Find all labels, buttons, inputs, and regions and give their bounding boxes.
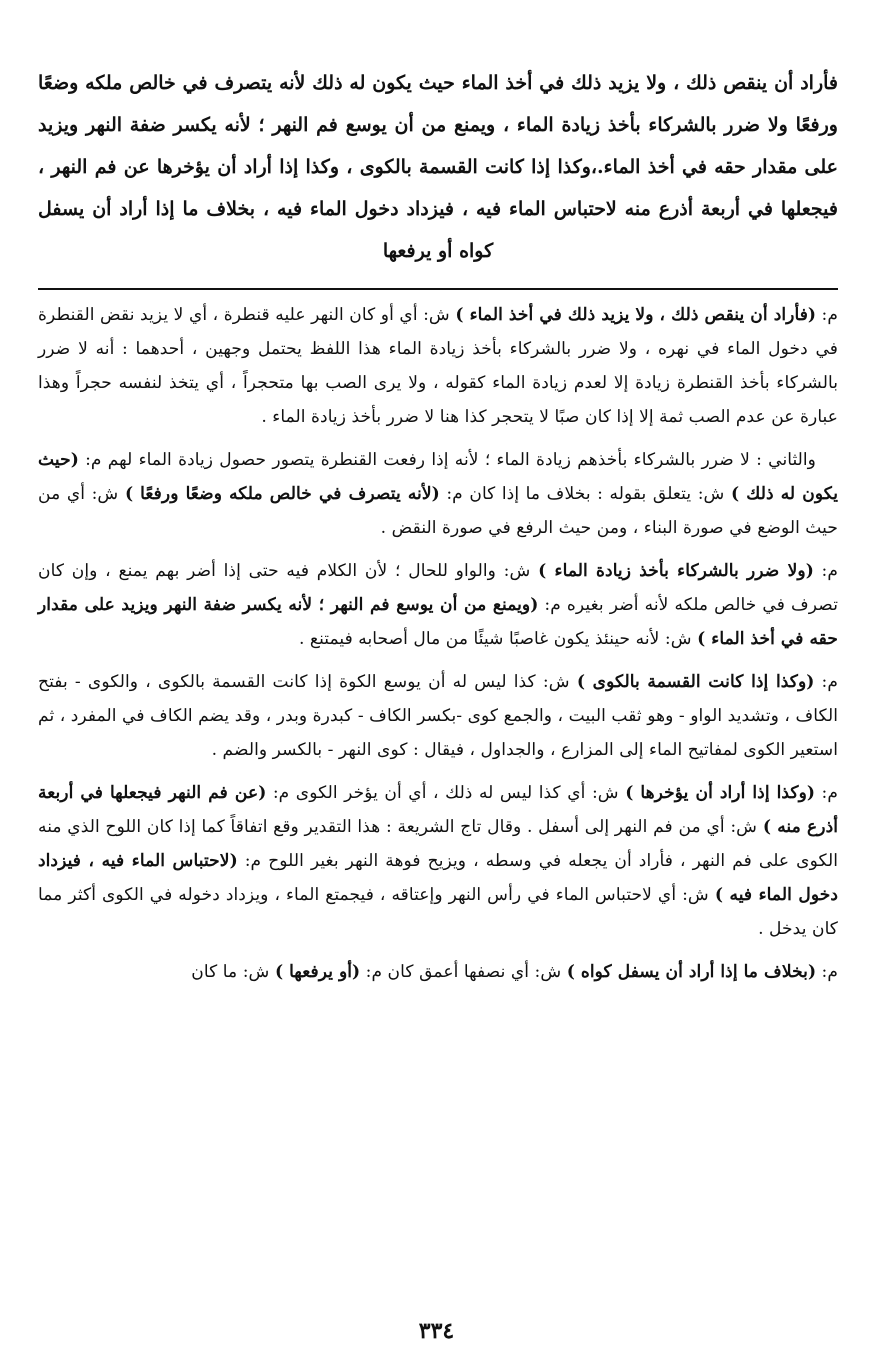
quoted-matn: (وكذا إذا كانت القسمة بالكوى )	[576, 672, 815, 692]
page-number: ٣٣٤	[418, 1318, 455, 1344]
quoted-matn: (عن فم النهر فيجعلها في أربعة أذرع منه )	[38, 783, 839, 837]
commentary-text: ش: أي من حيث الوضع في صورة البناء ، ومن حيث الرفع في صورة النقض .	[38, 484, 838, 538]
book-page	[38, 62, 838, 998]
commentary-paragraph-4	[38, 665, 838, 767]
quoted-matn: (لاحتباس الماء فيه ، فيزداد دخول الماء فيه )	[38, 851, 838, 905]
commentary-text: ش: أي من فم النهر إلى أسفل . وقال تاج الشريعة : هذا التقدير وقع اتفاقاً كما إذا كان اللوح الذي منه الكوى على فم النهر ، فأراد أن يجعله في وسطه ، ويزيح فوهة النهر بغير اللوح م:	[38, 817, 838, 871]
matn-paragraph: فأراد أن ينقص ذلك ، ولا يزيد ذلك في أخذ الماء حيث يكون له ذلك لأنه يتصرف في خالص ملكه وضعًا ورفعًا ولا ضرر بالشركاء بأخذ زيادة الماء ، ويمنع من أن يوسع فم النهر ؛ لأنه يكسر ضفة النهر ويزيد على مقدار حقه في أخذ الماء.،وكذا إذا كانت القسمة بالكوى ، وكذا إذا أراد أن يؤخرها عن فم النهر ، فيجعلها في أربعة أذرع منه لاحتباس الماء فيه ، فيزداد دخول الماء فيه ، بخلاف ما إذا أراد أن يسفل كواه أو يرفعها	[38, 72, 838, 262]
commentary-text: م:	[815, 783, 838, 803]
quoted-matn: (لأنه يتصرف في خالص ملكه وضعًا ورفعًا )	[124, 484, 440, 504]
quoted-matn: (أو يرفعها )	[274, 962, 361, 982]
commentary-paragraph-2	[38, 443, 838, 545]
quoted-matn: (حيث يكون له ذلك )	[38, 450, 839, 504]
commentary-paragraph-6	[38, 955, 838, 989]
sharh-section	[38, 298, 838, 989]
commentary-text: ش: يتعلق بقوله : بخلاف ما إذا كان م:	[439, 484, 732, 504]
commentary-text: ش: أي لاحتباس الماء في رأس النهر وإعتاقه ، فيجمتع الماء ، ويزداد دخوله في الكوى أكثر مما كان يدخل .	[38, 885, 838, 939]
quoted-matn: (بخلاف ما إذا أراد أن يسفل كواه )	[566, 962, 817, 982]
commentary-text: ش: أي أو كان النهر عليه قنطرة ، أي لا يزيد نقض القنطرة في دخول الماء في نهره ، ولا ضرر بالشركاء بأخذ زيادة الماء هذا اللفظ يحتمل وجهين ، أحدهما : أنه لا ضرر بالشركاء بأخذ القنطرة زيادة إلا لعدم زيادة الماء كقوله ، ولا يرى الصب بها متحجراً ، أي يتخذ لنفسه حجراً وهذا عبارة عن عدم الصب ثمة إلا إذا كان صبًا لا يتحجر كذا هنا لا ضرر بأخذ زيادة الماء .	[38, 305, 838, 427]
commentary-text: م:	[813, 561, 838, 581]
commentary-text: م:	[816, 962, 838, 982]
quoted-matn: (ولا ضرر بالشركاء بأخذ زيادة الماء )	[538, 561, 814, 581]
commentary-paragraph-5	[38, 776, 838, 946]
commentary-paragraph-3	[38, 554, 838, 656]
commentary-text: ش: كذا ليس له أن يوسع الكوة إذا كانت القسمة بالكوى ، والكوى - بفتح الكاف ، وتشديد الواو - وهو ثقب البيت ، والجمع كوى -بكسر الكاف - كبدرة وبدر ، وقد يضم الكاف في المفرد ، ثم استعير الكوى لمفاتيح الماء إلى المزارع ، والجداول ، فيقال : كوى النهر - بالكسر والضم .	[38, 672, 838, 760]
quoted-matn: (فأراد أن ينقص ذلك ، ولا يزيد ذلك في أخذ الماء )	[455, 305, 817, 325]
commentary-text: م:	[814, 672, 838, 692]
commentary-text: ش: ما كان	[191, 962, 275, 982]
matn-section	[38, 62, 838, 272]
commentary-text: ش: لأنه حينئذ يكون غاصبًا شيئًا من مال أصحابه فيمتنع .	[299, 629, 698, 649]
commentary-text: ش: والواو للحال ؛ لأن الكلام فيه حتى إذا أضر بهم يمنع ، وإن كان تصرف في خالص ملكه لأنه أضر بغيره م:	[38, 561, 838, 615]
section-divider	[38, 288, 838, 290]
commentary-paragraph-1	[38, 298, 838, 434]
commentary-text: والثاني : لا ضرر بالشركاء بأخذهم زيادة الماء ؛ لأنه إذا رفعت القنطرة يتصور حصول زيادة الماء لهم م:	[78, 450, 816, 470]
quoted-matn: (وكذا إذا أراد أن يؤخرها )	[625, 783, 816, 803]
quoted-matn: (ويمنع من أن يوسع فم النهر ؛ لأنه يكسر ضفة النهر ويزيد على مقدار حقه في أخذ الماء )	[38, 595, 838, 649]
commentary-text: ش: أي نصفها أعمق كان م:	[360, 962, 567, 982]
commentary-text: م:	[816, 305, 838, 325]
commentary-text: ش: أي كذا ليس له ذلك ، أي أن يؤخر الكوى م:	[266, 783, 626, 803]
